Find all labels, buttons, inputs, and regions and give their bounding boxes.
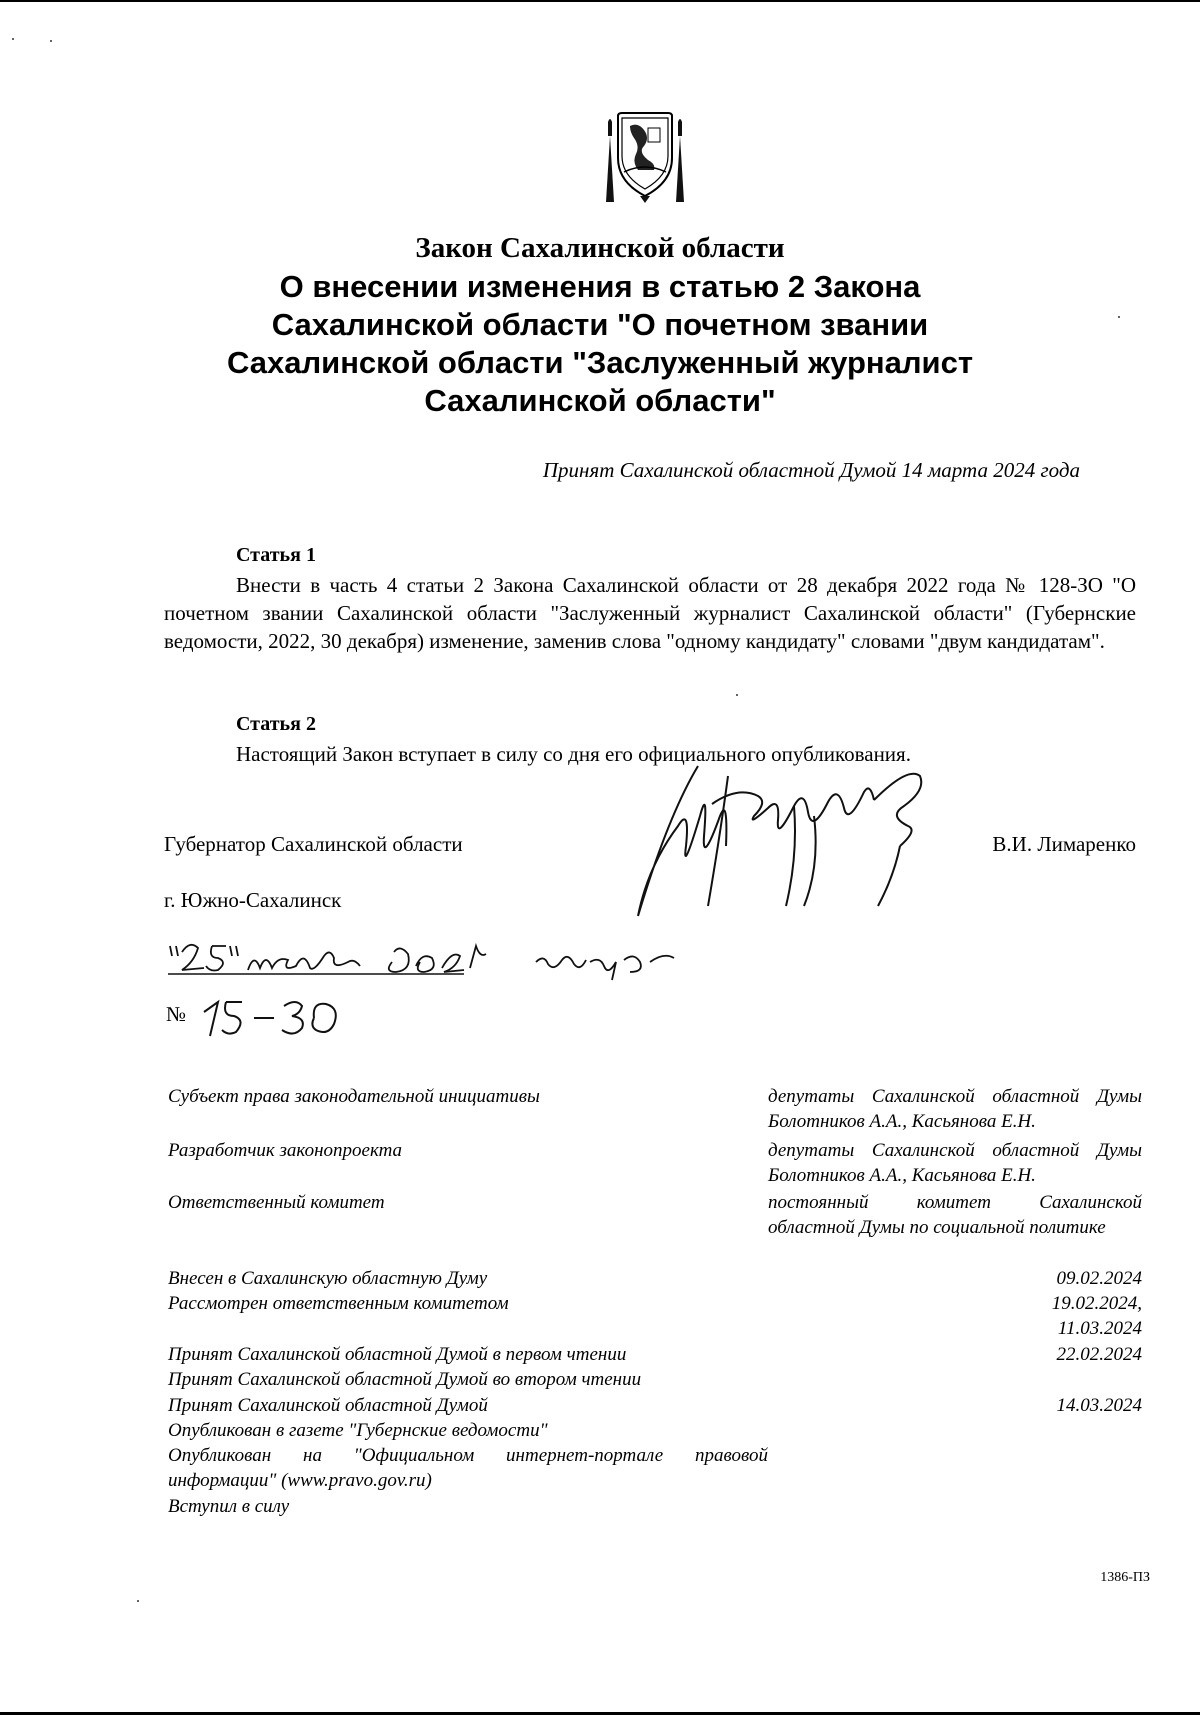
timeline-label: Рассмотрен ответственным комитетом	[168, 1293, 509, 1314]
timeline-value: 14.03.2024	[1056, 1395, 1142, 1416]
governor-name: В.И. Лимаренко	[992, 832, 1136, 856]
scan-speck	[137, 1600, 139, 1602]
governor-signature	[608, 756, 928, 926]
article-1-text: Внести в часть 4 статьи 2 Закона Сахалинской области от 28 декабря 2022 года № 128-ЗО "О почетном звании Сахалинской области "Заслуженный журналист Сахалинской области" (Губернские ведомости, 2022, 30 декабря) изменение, заменив слова "одному кандидату" словами "двум кандидатам".	[164, 573, 1136, 653]
timeline-value: 19.02.2024, 11.03.2024	[1051, 1293, 1142, 1339]
timeline-value: 22.02.2024	[1056, 1344, 1142, 1365]
timeline-value: 09.02.2024	[1056, 1268, 1142, 1289]
handwritten-law-number	[196, 992, 356, 1042]
initiative-value: депутаты Сахалинской областной Думы Болотников А.А., Касьянова Е.Н.	[768, 1086, 1142, 1132]
law-number-label: №	[166, 1002, 187, 1026]
timeline-label: Опубликован в газете "Губернские ведомости"	[168, 1420, 548, 1441]
timeline-label: Принят Сахалинской областной Думой во втором чтении	[168, 1369, 642, 1390]
article-2-text: Настоящий Закон вступает в силу со дня его официального опубликования.	[236, 742, 911, 766]
scan-speck	[736, 694, 738, 696]
committee-value: постоянный комитет Сахалинской областной Думы по социальной политике	[768, 1192, 1142, 1238]
timeline-label: Принят Сахалинской областной Думой в первом чтении	[168, 1344, 627, 1365]
signing-city: г. Южно-Сахалинск	[164, 888, 342, 912]
timeline-label: Принят Сахалинской областной Думой	[168, 1395, 488, 1416]
law-label: Закон Сахалинской области	[415, 232, 785, 264]
scan-speck	[12, 38, 14, 40]
developer-value: депутаты Сахалинской областной Думы Болотников А.А., Касьянова Е.Н.	[768, 1140, 1142, 1186]
scan-speck	[50, 40, 52, 42]
sakhalin-coat-of-arms-emblem	[604, 112, 686, 204]
scan-edge-top	[0, 0, 1200, 2]
scan-edge-bottom	[0, 1712, 1200, 1715]
handwritten-date	[164, 932, 684, 982]
scan-speck	[1118, 316, 1120, 318]
committee-label: Ответственный комитет	[168, 1192, 385, 1213]
article-2-heading: Статья 2	[236, 713, 316, 735]
developer-label: Разработчик законопроекта	[168, 1140, 403, 1161]
timeline-label: Опубликован на "Официальном интернет-портале правовой информации" (www.pravo.gov.ru)	[168, 1445, 768, 1491]
initiative-label: Субъект права законодательной инициативы	[168, 1086, 540, 1107]
document-code: 1386-ПЗ	[1100, 1570, 1150, 1585]
governor-title: Губернатор Сахалинской области	[164, 832, 463, 856]
adoption-statement: Принят Сахалинской областной Думой 14 марта 2024 года	[542, 458, 1080, 482]
law-title: О внесении изменения в статью 2 Закона Сахалинской области "О почетном звании Сахалинской области "Заслуженный журналист Сахалинской области"	[226, 269, 974, 418]
article-1-heading: Статья 1	[236, 544, 316, 566]
timeline-label: Вступил в силу	[168, 1496, 290, 1517]
timeline-label: Внесен в Сахалинскую областную Думу	[168, 1268, 488, 1289]
